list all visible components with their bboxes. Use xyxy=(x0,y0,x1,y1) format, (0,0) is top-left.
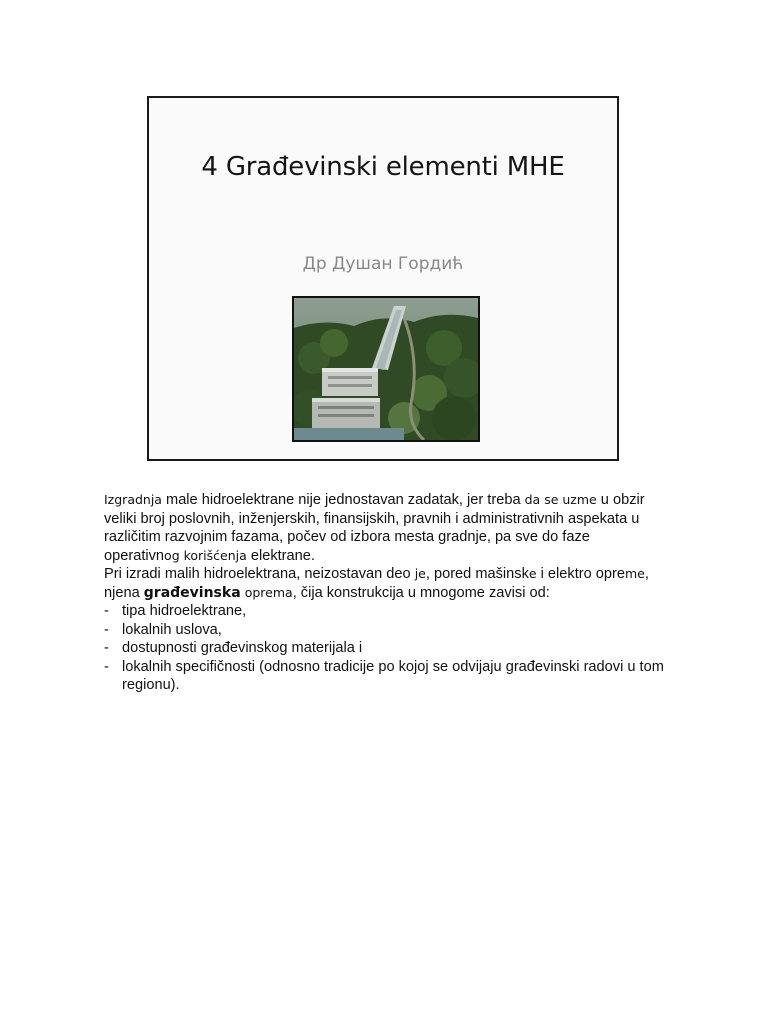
paragraph-intro: Izgradnja male hidroelektrane nije jednostavan zadatak, jer treba da se uzme u obzir veliki broj poslovnih, inženjerskih, finansijskih, pravnih i administrativnih aspekata u različitim razvojnim fazama, počev od izbora mesta gradnje, pa sve do faze operativnog korišćenja elektrane. xyxy=(104,492,645,564)
factor-list xyxy=(104,602,664,695)
list-item: - tipa hidroelektrane, xyxy=(104,602,664,621)
slide-title: 4 Građevinski elementi MHE xyxy=(201,152,565,182)
body-text xyxy=(104,491,664,695)
list-item: - dostupnosti građevinskog materijala i xyxy=(104,639,664,658)
list-item: - lokalnih specifičnosti (odnosno tradicije po kojoj se odvijaju građevinski radovi u tom regionu). xyxy=(104,658,664,695)
presentation-slide xyxy=(147,96,619,461)
paragraph-equipment: Pri izradi malih hidroelektrana, neizostavan deo je, pored mašinske i elektro opreme, njena građevinska oprema, čija konstrukcija u mnogome zavisi od: xyxy=(104,566,649,601)
list-item: - lokalnih uslova, xyxy=(104,621,664,640)
hydropower-plant-photo xyxy=(292,296,480,442)
slide-author: Др Душан Гордић xyxy=(302,254,464,274)
